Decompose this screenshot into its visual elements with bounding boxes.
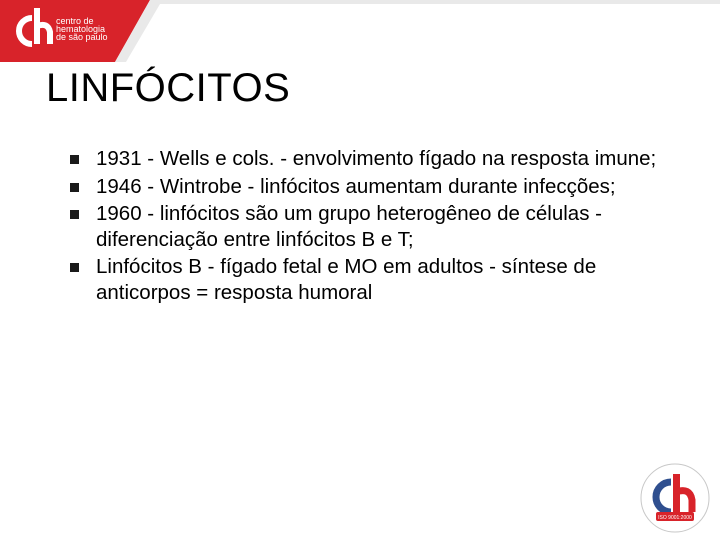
footer-logo — [638, 462, 712, 534]
bullet-list — [70, 146, 670, 307]
list-item — [70, 254, 670, 305]
logo-line-3: de são paulo — [56, 32, 108, 42]
iso-badge-text: ISO 9001:2000 — [658, 515, 692, 521]
square-bullet-icon — [70, 183, 79, 192]
list-item — [70, 174, 670, 200]
bullet-text: 1931 - Wells e cols. - envolvimento fígado na resposta imune; — [96, 147, 657, 170]
logo-line-2: hematologia — [56, 24, 106, 34]
square-bullet-icon — [70, 263, 79, 272]
logo-line-1: centro de — [56, 16, 94, 26]
bullet-text: Linfócitos B - fígado fetal e MO em adultos - síntese de anticorpos = resposta humoral — [96, 255, 597, 304]
square-bullet-icon — [70, 155, 79, 164]
list-item — [70, 146, 670, 172]
square-bullet-icon — [70, 210, 79, 219]
slide-title: LINFÓCITOS — [46, 66, 291, 110]
list-item — [70, 201, 670, 252]
logo-text — [56, 17, 126, 41]
hematology-center-logo — [8, 4, 56, 54]
bullet-text: 1960 - linfócitos são um grupo heterogêneo de células - diferenciação entre linfócitos B e T; — [96, 202, 602, 251]
bullet-text: 1946 - Wintrobe - linfócitos aumentam durante infecções; — [96, 174, 616, 198]
